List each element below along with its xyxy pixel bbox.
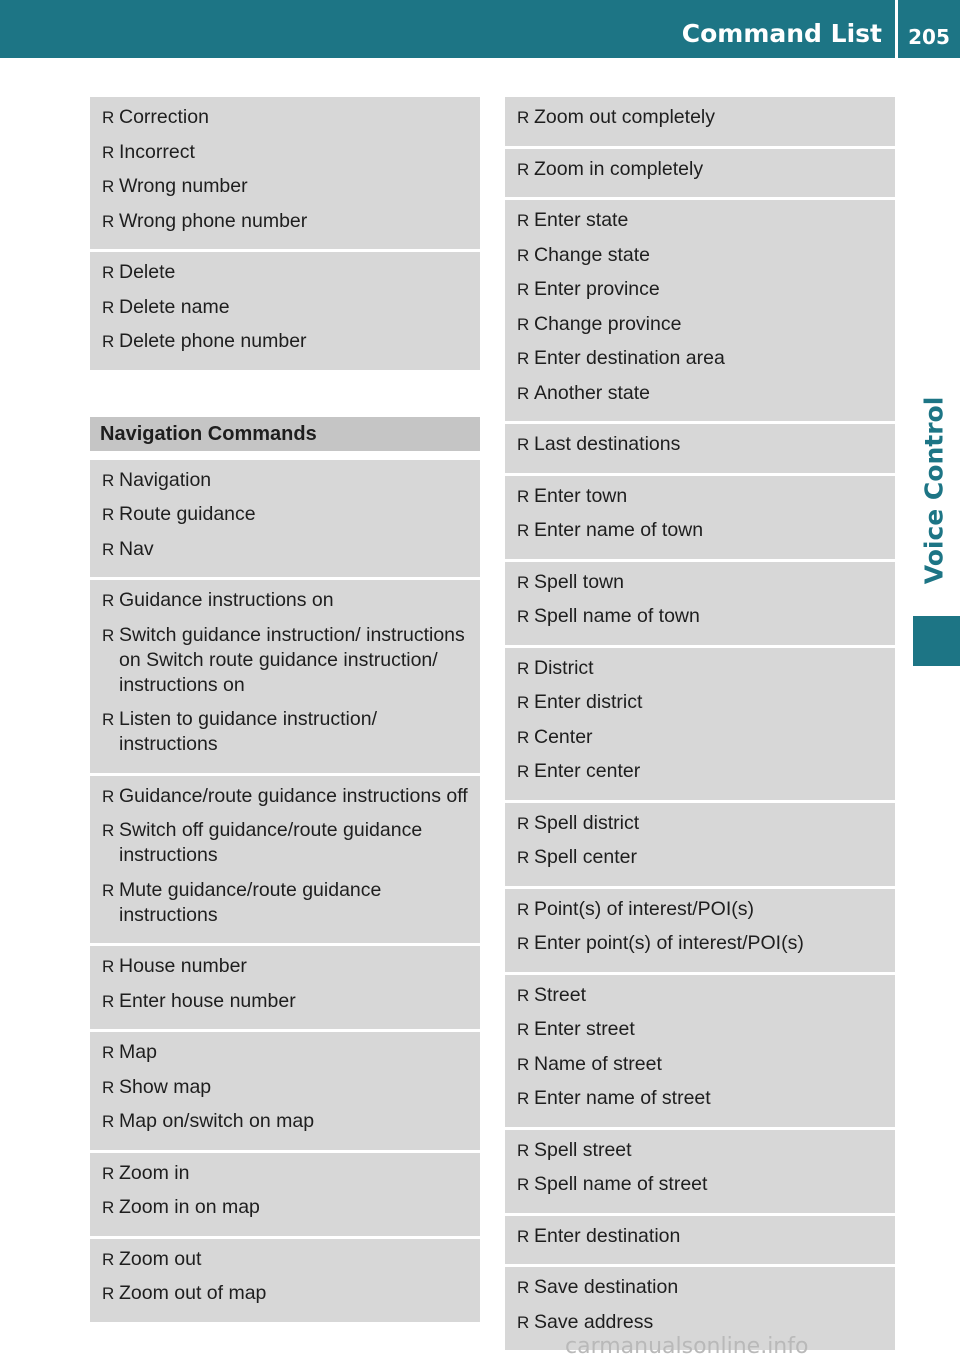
command-text: Wrong number [119, 175, 248, 197]
bullet-icon: R [517, 1054, 530, 1074]
command-item [102, 1109, 468, 1134]
command-item [102, 1195, 468, 1220]
command-text: Enter province [534, 278, 660, 300]
command-text: Zoom out completely [534, 106, 715, 128]
bullet-icon: R [517, 1226, 530, 1246]
command-item [102, 1281, 468, 1306]
command-group [90, 776, 480, 947]
command-text: District [534, 656, 594, 679]
command-text: Guidance instructions on [119, 589, 334, 611]
command-group [505, 975, 895, 1130]
bullet-icon: R [517, 727, 530, 747]
bullet-icon: R [102, 1284, 115, 1303]
bullet-icon: R [102, 142, 115, 162]
navigation-command-groups [90, 460, 480, 1325]
command-group [505, 200, 895, 424]
command-item [102, 537, 468, 562]
bullet-icon: R [517, 899, 530, 919]
command-text: Enter name of street [534, 1087, 711, 1109]
command-text: Save address [534, 1310, 654, 1333]
command-item [102, 707, 468, 757]
command-item [517, 208, 883, 233]
bullet-icon: R [102, 263, 115, 282]
command-text: Route guidance [119, 503, 256, 525]
command-item [517, 1275, 883, 1300]
command-text: Enter house number [119, 989, 296, 1012]
command-text: Switch guidance instruction/ instructions on Switch route guidance instruction/ instructions on [119, 623, 465, 696]
command-group [505, 149, 895, 201]
command-item [517, 983, 883, 1008]
command-group [90, 1239, 480, 1325]
command-text: Enter point(s) of interest/POI(s) [534, 932, 804, 954]
section-tab [904, 372, 960, 608]
command-text: Enter destination area [534, 347, 725, 369]
command-group [505, 1216, 895, 1268]
page-title: Command List [681, 19, 882, 48]
command-text: Guidance/route guidance instructions off [119, 784, 468, 807]
bullet-icon: R [517, 1175, 530, 1194]
command-text: Zoom in completely [534, 157, 704, 180]
command-group [505, 97, 895, 149]
command-group [505, 476, 895, 562]
bullet-icon: R [102, 297, 115, 317]
bullet-icon: R [517, 383, 530, 403]
command-group [505, 889, 895, 975]
command-text: Change province [534, 312, 682, 335]
command-item [517, 725, 883, 750]
command-item [517, 1052, 883, 1077]
command-item [517, 243, 883, 268]
command-text: Spell name of street [534, 1173, 708, 1195]
bullet-icon: R [102, 539, 115, 559]
bullet-icon: R [102, 505, 115, 524]
bullet-icon: R [517, 486, 530, 506]
command-text: Incorrect [119, 140, 195, 163]
command-text: Wrong phone number [119, 209, 308, 232]
command-item [517, 1310, 883, 1335]
command-text: Spell district [534, 811, 640, 834]
command-item [517, 105, 883, 130]
bullet-icon: R [102, 1077, 115, 1097]
bullet-icon: R [517, 108, 530, 127]
bullet-icon: R [517, 1312, 530, 1332]
command-text: Another state [534, 381, 650, 404]
command-group [90, 97, 480, 252]
bullet-icon: R [517, 607, 530, 626]
right-column [505, 97, 895, 1353]
bullet-icon: R [102, 786, 115, 806]
section-heading: Navigation Commands [90, 417, 480, 451]
command-item [517, 432, 883, 457]
command-text: Zoom in on map [119, 1196, 260, 1218]
command-item [517, 1017, 883, 1042]
command-text: Delete name [119, 295, 230, 318]
command-text: Show map [119, 1075, 212, 1098]
command-text: Street [534, 983, 587, 1006]
page-number: 205 [908, 25, 950, 49]
command-item [517, 931, 883, 956]
command-text: Switch off guidance/route guidance instructions [119, 819, 423, 866]
command-item [102, 260, 468, 285]
command-text: Navigation [119, 468, 212, 491]
command-item [517, 381, 883, 406]
bullet-icon: R [102, 108, 115, 127]
bullet-icon: R [517, 314, 530, 334]
command-item [517, 312, 883, 337]
command-item [102, 1161, 468, 1186]
bullet-icon: R [102, 1112, 115, 1131]
bullet-icon: R [517, 1020, 530, 1039]
side-marker-block [913, 616, 960, 666]
watermark: carmanualsonline.info [565, 1334, 809, 1359]
bullet-icon: R [517, 693, 530, 712]
command-item [102, 1247, 468, 1272]
command-text: Spell center [534, 846, 637, 868]
command-text: Enter town [534, 484, 628, 507]
bullet-icon: R [102, 177, 115, 196]
command-text: Enter district [534, 691, 643, 713]
command-text: Nav [119, 537, 154, 560]
command-text: Point(s) of interest/POI(s) [534, 897, 754, 920]
command-item [102, 209, 468, 234]
command-group [505, 562, 895, 648]
command-item [102, 1075, 468, 1100]
command-item [517, 656, 883, 681]
bullet-icon: R [517, 435, 530, 454]
bullet-icon: R [102, 991, 115, 1011]
command-item [517, 1086, 883, 1111]
command-item [102, 588, 468, 613]
command-item [517, 897, 883, 922]
bullet-icon: R [517, 280, 530, 299]
command-text: Center [534, 725, 593, 748]
command-group [90, 252, 480, 373]
bullet-icon: R [517, 658, 530, 678]
left-column [90, 97, 480, 1325]
command-text: Name of street [534, 1052, 662, 1075]
bullet-icon: R [517, 813, 530, 833]
command-item [102, 295, 468, 320]
bullet-icon: R [102, 1198, 115, 1217]
bullet-icon: R [102, 1249, 115, 1269]
bullet-icon: R [517, 1278, 530, 1297]
command-item [102, 1040, 468, 1065]
command-text: Last destinations [534, 433, 681, 455]
command-group [90, 580, 480, 776]
command-text: Spell name of town [534, 605, 700, 627]
command-item [102, 468, 468, 493]
bullet-icon: R [517, 349, 530, 368]
command-text: Enter name of town [534, 519, 704, 541]
command-text: Listen to guidance instruction/ instructions [119, 708, 377, 755]
bullet-icon: R [517, 985, 530, 1005]
command-text: Enter center [534, 760, 641, 782]
command-item [517, 277, 883, 302]
bullet-icon: R [102, 1043, 115, 1062]
command-text: Enter state [534, 209, 629, 231]
command-item [517, 690, 883, 715]
bullet-icon: R [102, 710, 115, 729]
command-item [517, 604, 883, 629]
command-text: Zoom in [119, 1161, 190, 1184]
command-text: Enter street [534, 1018, 635, 1040]
bullet-icon: R [517, 1140, 530, 1160]
command-text: Correction [119, 106, 209, 128]
command-item [102, 989, 468, 1014]
command-item [517, 811, 883, 836]
bullet-icon: R [102, 625, 115, 645]
right-command-groups [505, 97, 895, 1353]
command-item [517, 518, 883, 543]
command-item [517, 1138, 883, 1163]
command-text: Delete [119, 261, 176, 283]
command-text: Map on/switch on map [119, 1110, 315, 1132]
command-item [102, 105, 468, 130]
command-group [505, 424, 895, 476]
bullet-icon: R [517, 211, 530, 230]
command-text: Zoom out [119, 1247, 202, 1270]
command-item [102, 329, 468, 354]
bullet-icon: R [102, 957, 115, 976]
bullet-icon: R [517, 521, 530, 540]
bullet-icon: R [102, 211, 115, 231]
section-tab-label: Voice Control [919, 396, 949, 584]
command-item [517, 1172, 883, 1197]
bullet-icon: R [102, 821, 115, 840]
command-group [505, 803, 895, 889]
left-top-groups [90, 97, 480, 373]
command-text: Mute guidance/route guidance instructions [119, 878, 382, 926]
command-item [517, 157, 883, 182]
command-group [505, 1130, 895, 1216]
command-group [90, 460, 480, 581]
command-item [102, 174, 468, 199]
bullet-icon: R [102, 1163, 115, 1183]
command-item [102, 502, 468, 527]
command-text: House number [119, 955, 247, 977]
command-text: Zoom out of map [119, 1282, 267, 1304]
command-item [517, 759, 883, 784]
command-text: Enter destination [534, 1224, 681, 1247]
bullet-icon: R [102, 332, 115, 351]
command-group [90, 946, 480, 1032]
command-item [102, 784, 468, 809]
bullet-icon: R [517, 848, 530, 867]
command-item [517, 346, 883, 371]
command-item [517, 845, 883, 870]
command-item [517, 1224, 883, 1249]
bullet-icon: R [517, 762, 530, 781]
command-item [102, 818, 468, 868]
command-item [517, 570, 883, 595]
bullet-icon: R [102, 591, 115, 610]
command-text: Spell town [534, 570, 624, 593]
command-item [102, 623, 468, 698]
command-item [102, 878, 468, 928]
bullet-icon: R [517, 159, 530, 179]
command-group [90, 1032, 480, 1153]
command-group [505, 648, 895, 803]
bullet-icon: R [102, 470, 115, 490]
command-text: Spell street [534, 1138, 632, 1161]
bullet-icon: R [517, 1089, 530, 1108]
command-text: Delete phone number [119, 330, 307, 352]
bullet-icon: R [102, 880, 115, 900]
bullet-icon: R [517, 572, 530, 592]
command-item [102, 140, 468, 165]
bullet-icon: R [517, 934, 530, 953]
bullet-icon: R [517, 245, 530, 265]
command-text: Map [119, 1041, 157, 1063]
command-item [517, 484, 883, 509]
command-text: Change state [534, 243, 651, 266]
command-text: Save destination [534, 1276, 679, 1298]
command-group [90, 1153, 480, 1239]
command-item [102, 954, 468, 979]
